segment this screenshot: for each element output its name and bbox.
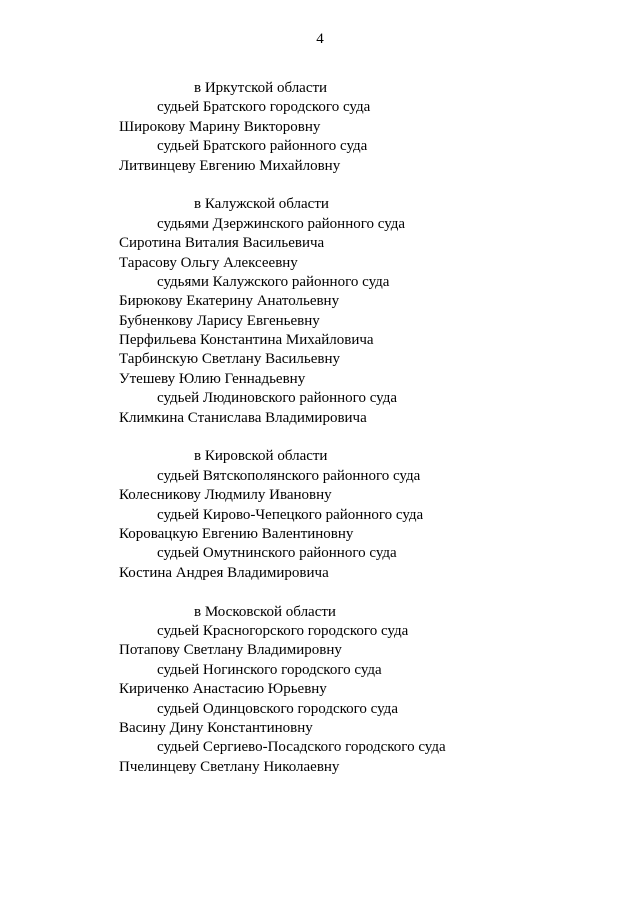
judge-name: Коровацкую Евгению Валентиновну [119,525,354,542]
document-body [119,79,619,796]
region-section-kaluga [119,195,619,428]
region-heading: в Кировской области [194,448,328,465]
court-line: судьями Дзержинского районного суда [157,215,406,232]
judge-name: Костина Андрея Владимировича [119,564,329,581]
court-line: судьей Одинцовского городского суда [157,700,398,717]
region-heading: в Калужской области [194,196,329,213]
region-section-irkutsk [119,79,619,176]
court-line: судьей Красногорского городского суда [157,622,409,639]
judge-name: Кириченко Анастасию Юрьевну [119,681,327,698]
court-line: судьей Ногинского городского суда [157,661,382,678]
judge-name: Тарасову Ольгу Алексеевну [119,254,298,271]
region-section-kirov [119,447,619,583]
judge-name: Бирюкову Екатерину Анатольевну [119,293,340,310]
judge-name: Колесникову Людмилу Ивановну [119,487,332,504]
region-heading: в Московской области [194,603,336,620]
page-number: 4 [316,31,324,47]
judge-name: Васину Дину Константиновну [119,719,313,736]
judge-name: Утешеву Юлию Геннадьевну [119,370,306,387]
court-line: судьей Людиновского районного суда [157,390,398,407]
judge-name: Литвинцеву Евгению Михайловну [119,157,341,174]
judge-name: Широкову Марину Викторовну [119,118,321,135]
judge-name: Бубненкову Ларису Евгеньевну [119,312,320,329]
region-heading: в Иркутской области [194,80,328,96]
court-line: судьей Вятскополянского районного суда [157,467,421,484]
region-section-moscow [119,603,619,778]
judge-name: Сиротина Виталия Васильевича [119,235,325,252]
judge-name: Перфильева Константина Михайловича [119,332,374,349]
court-line: судьей Братского городского суда [157,99,371,116]
judge-name: Потапову Светлану Владимировну [119,642,342,659]
judge-name: Тарбинскую Светлану Васильевну [119,351,341,368]
court-line: судьями Калужского районного суда [157,273,390,290]
court-line: судьей Сергиево-Посадского городского суда [157,739,446,756]
judge-name: Климкина Станислава Владимировича [119,409,367,426]
court-line: судьей Кирово-Чепецкого районного суда [157,506,424,523]
court-line: судьей Братского районного суда [157,138,368,155]
judge-name: Пчелинцеву Светлану Николаевну [119,758,340,775]
court-line: судьей Омутнинского районного суда [157,545,397,562]
